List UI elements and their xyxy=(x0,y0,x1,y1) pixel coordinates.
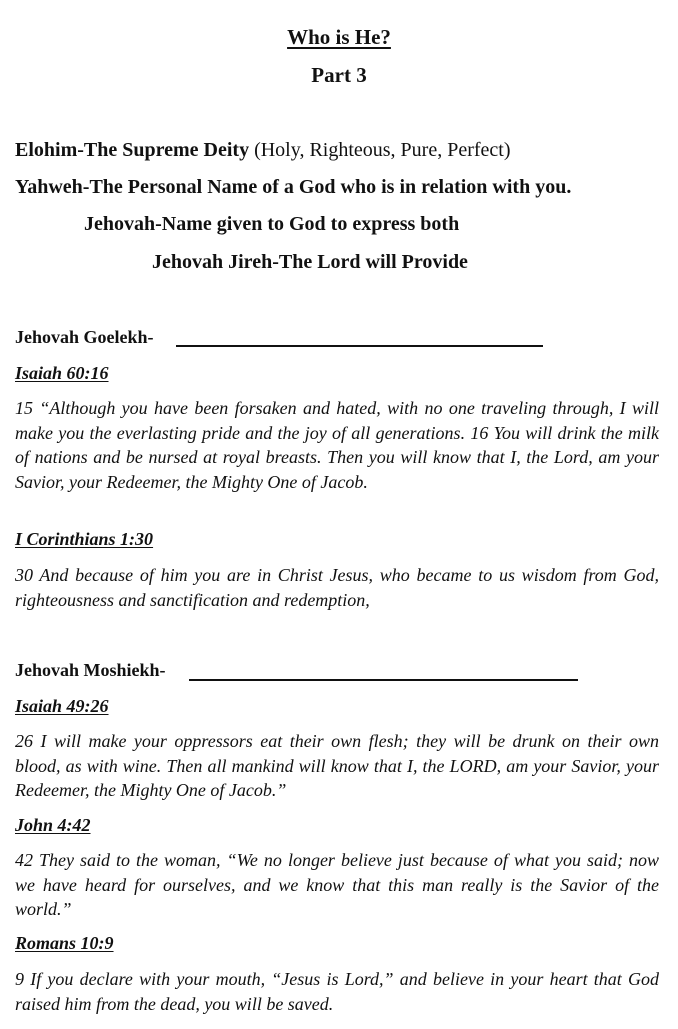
page-subtitle: Part 3 xyxy=(311,63,367,87)
yahweh-line: Yahweh-The Personal Name of a God who is in relation with you. xyxy=(15,176,572,198)
scripture-text: 9 If you declare with your mouth, “Jesus is Lord,” and believe in your heart that God raised him from the dead, you will be saved. xyxy=(15,969,659,1014)
elohim-line xyxy=(15,139,511,162)
scripture-reference: I Corinthians 1:30 xyxy=(15,529,154,549)
elohim-attributes: (Holy, Righteous, Pure, Perfect) xyxy=(249,139,511,161)
moshiekh-blank-line xyxy=(189,679,578,681)
scripture-text: 30 And because of him you are in Christ Jesus, who became to us wisdom from God, righteousness and sanctification and redemption, xyxy=(15,565,659,610)
goelekh-blank-line xyxy=(176,345,543,347)
scripture-text: 15 “Although you have been forsaken and hated, with no one traveling through, I will make you the everlasting pride and the joy of all generations. 16 You will drink the milk of nations and be nursed at royal breasts. Then you will know that I, the Lord, am your Savior, your Redeemer, the Mighty One of Jacob. xyxy=(15,398,659,492)
jehovah-line: Jehovah-Name given to God to express both xyxy=(84,213,460,235)
scripture-text: 42 They said to the woman, “We no longer believe just because of what you said; now we have heard for ourselves, and we know that this man really is the Savior of the world.” xyxy=(15,850,659,919)
scripture-reference: Romans 10:9 xyxy=(15,933,114,953)
moshiekh-label: Jehovah Moshiekh- xyxy=(15,660,166,680)
elohim-name: Elohim-The Supreme Deity xyxy=(15,139,250,161)
goelekh-label: Jehovah Goelekh- xyxy=(15,327,154,347)
scripture-reference: Isaiah 60:16 xyxy=(15,363,109,383)
jehovah-jireh-line: Jehovah Jireh-The Lord will Provide xyxy=(152,251,468,273)
page-title: Who is He? xyxy=(287,25,391,49)
scripture-text: 26 I will make your oppressors eat their own flesh; they will be drunk on their own blood, as with wine. Then all mankind will know that I, the LORD, am your Savior, your Redeemer, the Mighty One of Jacob.” xyxy=(15,731,659,800)
scripture-reference: John 4:42 xyxy=(15,815,91,835)
scripture-reference: Isaiah 49:26 xyxy=(15,696,109,716)
